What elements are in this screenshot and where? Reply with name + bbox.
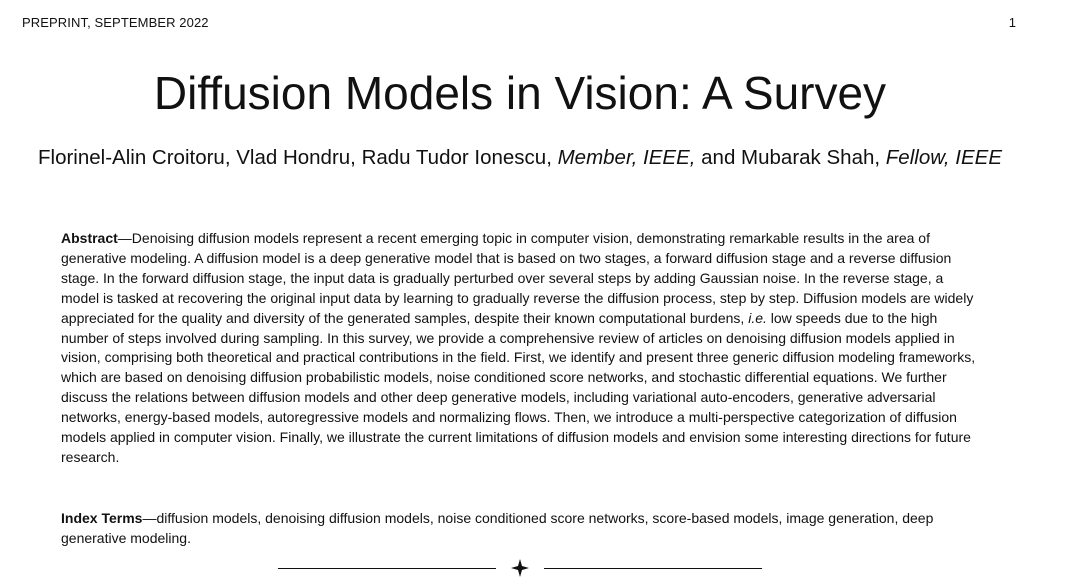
divider-rule-right [544, 568, 762, 569]
paper-title: Diffusion Models in Vision: A Survey [153, 67, 887, 119]
author-role-2: Fellow, IEEE [885, 146, 1002, 169]
four-point-star-icon [510, 558, 530, 578]
abstract-ie: i.e. [748, 309, 767, 326]
index-terms [61, 509, 983, 549]
abstract [61, 229, 983, 468]
authors-text-1: Florinel-Alin Croitoru, Vlad Hondru, Radu Tudor Ionescu, [38, 146, 558, 169]
index-terms-dash: — [142, 510, 157, 526]
abstract-label: Abstract [61, 230, 118, 246]
abstract-text-a: Denoising diffusion models represent a recent emerging topic in computer vision, demonstrating remarkable results in the area of generative modeling. A diffusion model is a deep generative model that is based on two stages, a forward diffusion stage and a reverse diffusion stage. In the forward diffusion stage, the input data is gradually perturbed over several steps by adding Gaussian noise. In the reverse stage, a model is tasked at recovering the original input data by learning to gradually reverse the diffusion process, step by step. Diffusion models are widely appreciated for the quality and diversity of the generated samples, despite their known computational burdens, [61, 230, 974, 326]
section-divider [278, 568, 762, 569]
divider-rule-left [278, 568, 496, 569]
author-role-1: Member, IEEE, [557, 146, 696, 169]
abstract-dash: — [117, 230, 132, 246]
running-header: PREPRINT, SEPTEMBER 2022 [22, 15, 209, 30]
page-number: 1 [1008, 15, 1016, 30]
index-terms-label: Index Terms [61, 510, 143, 526]
authors-text-2: and Mubarak Shah, [695, 146, 886, 169]
index-terms-text: diffusion models, denoising diffusion models, noise conditioned score networks, score-based models, image generation, deep generative modeling. [61, 510, 934, 546]
author-list [0, 145, 1040, 171]
abstract-text-b: low speeds due to the high number of steps involved during sampling. In this survey, we provide a comprehensive review of articles on denoising diffusion models applied in vision, comprising both theoretical and practical contributions in the field. First, we identify and present three generic diffusion modeling frameworks, which are based on denoising diffusion probabilistic models, noise conditioned score networks, and stochastic differential equations. We further discuss the relations between diffusion models and other deep generative models, including variational auto-encoders, generative adversarial networks, energy-based models, autoregressive models and normalizing flows. Then, we introduce a multi-perspective categorization of diffusion models applied in computer vision. Finally, we illustrate the current limitations of diffusion models and envision some interesting directions for future research. [61, 309, 976, 465]
